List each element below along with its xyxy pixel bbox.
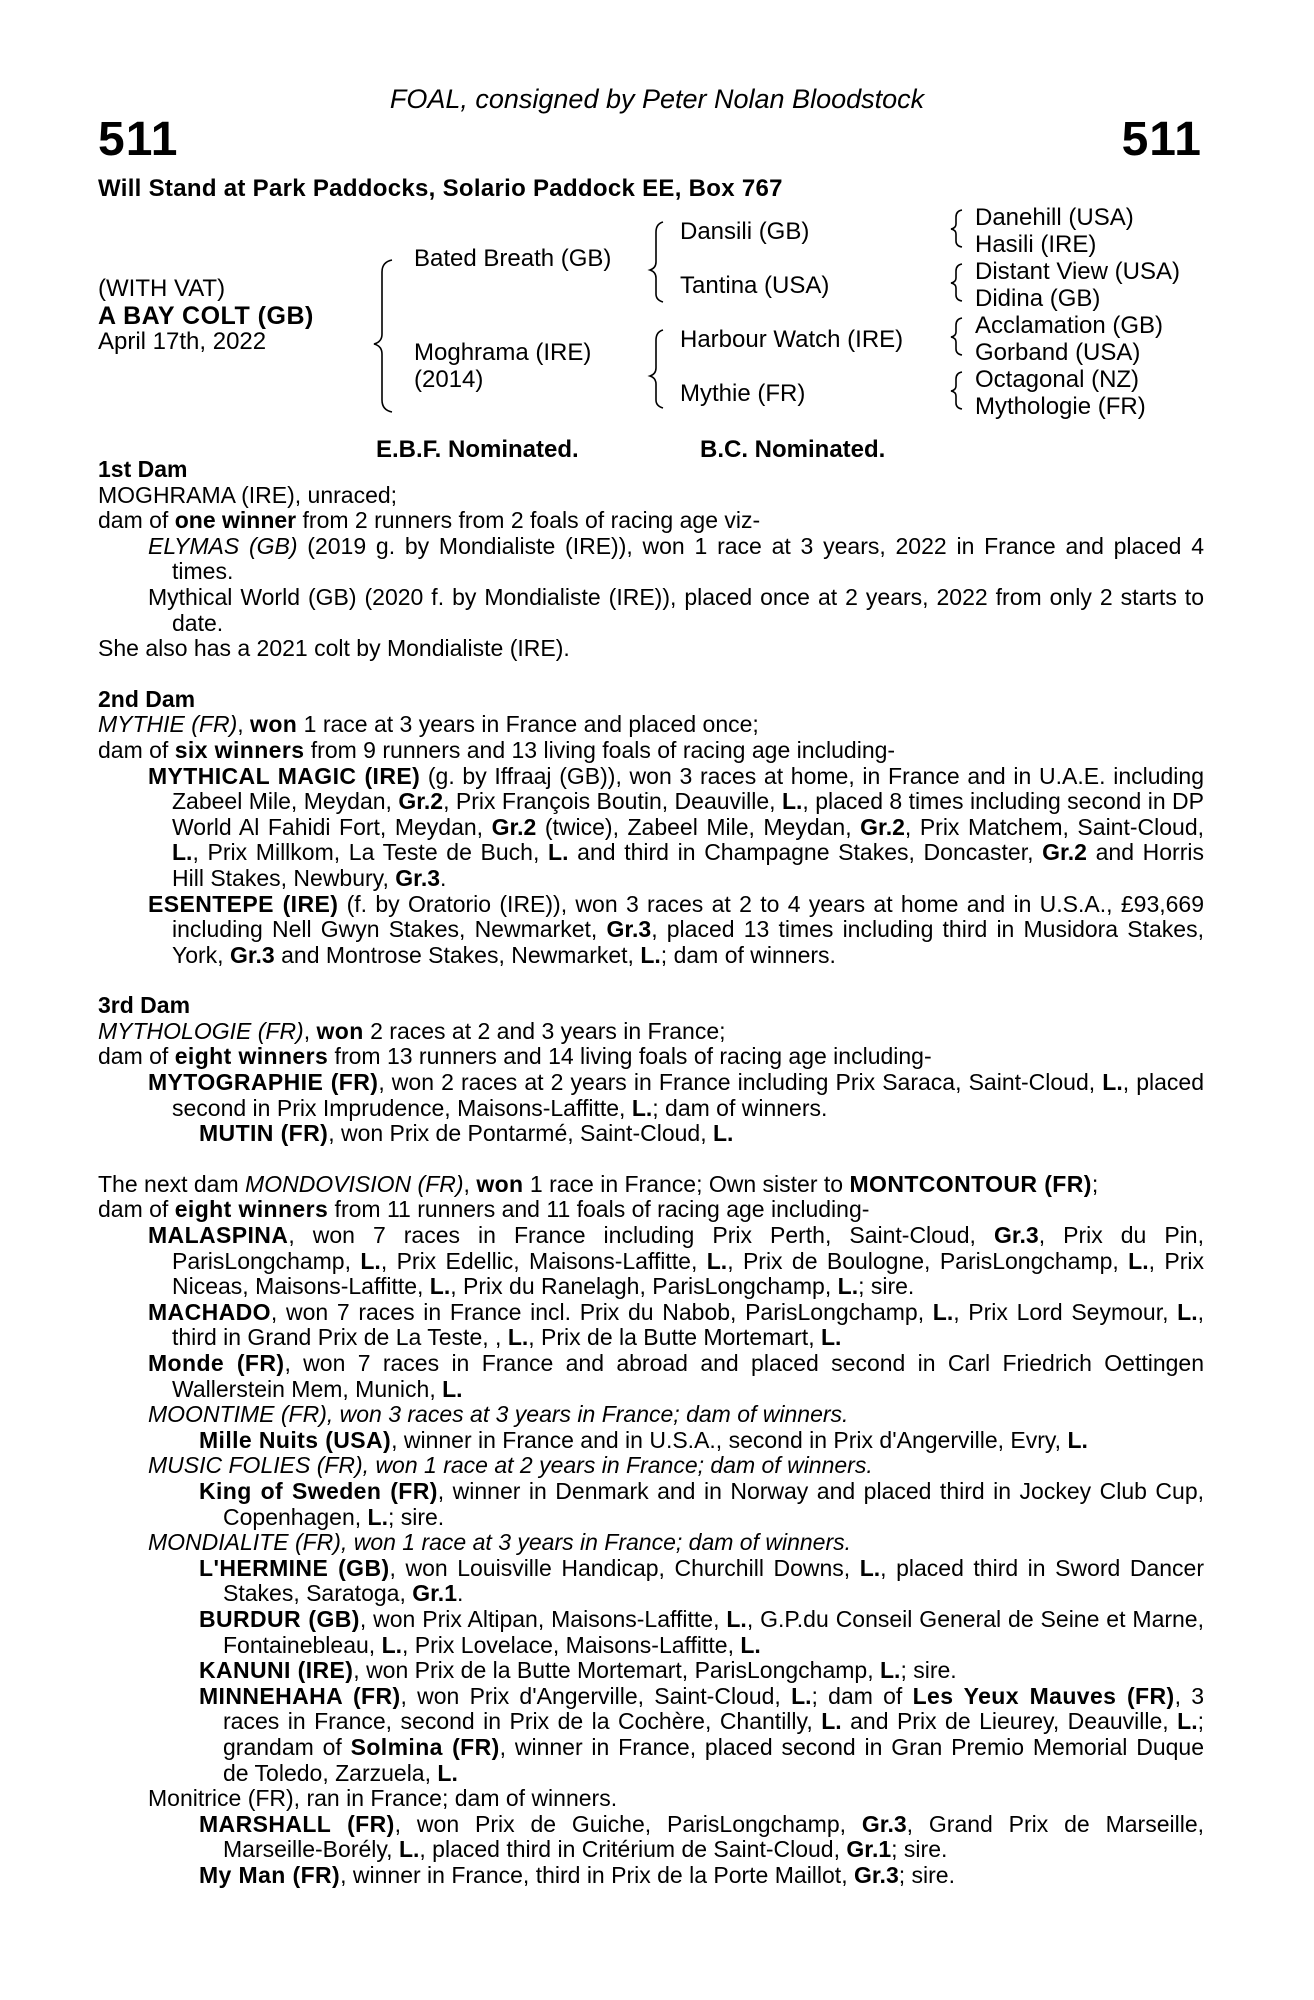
dam-year: (2014) [414, 366, 484, 393]
first-dam-heading: 1st Dam [98, 456, 188, 482]
lot-number-right: 511 [1121, 113, 1202, 166]
produce-moontime: MOONTIME (FR), won 3 races at 3 years in France; dam of winners. [148, 1401, 849, 1428]
produce-mytographie: MYTOGRAPHIE (FR), won 2 races at 2 years in France including Prix Saraca, Saint-Cloud, L., placed second in Prix Imprudence, Maisons-Laffitte, L.; dam of winners. [148, 1069, 1204, 1121]
produce-burdur: BURDUR (GB), won Prix Altipan, Maisons-Laffitte, L., G.P.du Conseil General de Seine et Marne, Fontainebleau, L., Prix Lovelace, Maisons-Laffitte, L. [199, 1605, 1204, 1658]
bracket-g4 [951, 372, 962, 409]
pedigree-table [0, 0, 1314, 440]
lot-number-left: 511 [98, 113, 179, 166]
foaling-date: April 17th, 2022 [98, 328, 267, 355]
gg-6: Gorband (USA) [975, 339, 1141, 366]
dam-name: Moghrama (IRE) [414, 339, 592, 366]
produce-mythical-magic: MYTHICAL MAGIC (IRE) (g. by Iffraaj (GB)), won 3 races at home, in France and in U.A.E. including Zabeel Mile, Meydan, Gr.2, Prix François Boutin, Deauville, L., placed 8 times including second in DP World Al Fahidi Fort, Meydan, Gr.2 (twice), Zabeel Mile, Meydan, Gr.2, Prix Matchem, Saint-Cloud, L., Prix Millkom, La Teste de Buch, L. and third in Champagne Stakes, Doncaster, Gr.2 and Horris Hill Stakes, Newbury, Gr.3. [148, 762, 1204, 891]
produce-mondialite: MONDIALITE (FR), won 1 race at 3 years in France; dam of winners. [148, 1529, 852, 1556]
produce-monde: Monde (FR), won 7 races in France and abroad and placed second in Carl Friedrich Oettingen Wallerstein Mem, Munich, L. [148, 1350, 1204, 1402]
bc-nomination: B.C. Nominated. [700, 436, 886, 463]
produce-elymas: ELYMAS (GB) (2019 g. by Mondialiste (IRE)), won 1 race at 3 years, 2022 in France and placed 4 times. [148, 532, 1204, 585]
bracket-dam [650, 330, 663, 408]
bracket-g2 [951, 264, 962, 301]
produce-malaspina: MALASPINA, won 7 races in France including Prix Perth, Saint-Cloud, Gr.3, Prix du Pin, ParisLongchamp, L., Prix Edellic, Maisons-Laffitte, L., Prix de Boulogne, ParisLongchamp, L., Prix Niceas, Maisons-Laffitte, L., Prix du Ranelagh, ParisLongchamp, L.; sire. [148, 1222, 1204, 1300]
gg-7: Octagonal (NZ) [975, 366, 1140, 393]
second-dam-produce-line: dam of six winners from 9 runners and 13 living foals of racing age including- [98, 736, 896, 763]
produce-mutin: MUTIN (FR), won Prix de Pontarmé, Saint-Cloud, L. [199, 1120, 734, 1147]
produce-monitrice: Monitrice (FR), ran in France; dam of winners. [148, 1785, 618, 1812]
produce-mille-nuits: Mille Nuits (USA), winner in France and in U.S.A., second in Prix d'Angerville, Evry, L. [199, 1426, 1088, 1453]
produce-king-of-sweden: King of Sweden (FR), winner in Denmark and in Norway and placed third in Jockey Club Cup, Copenhagen, L.; sire. [199, 1477, 1205, 1530]
stand-location: Will Stand at Park Paddocks, Solario Paddock EE, Box 767 [98, 175, 783, 202]
bracket-g1 [951, 210, 962, 247]
gg-4: Didina (GB) [975, 285, 1101, 312]
gg-2: Hasili (IRE) [975, 231, 1097, 258]
next-dam-line: The next dam MONDOVISION (FR), won 1 race in France; Own sister to MONTCONTOUR (FR); [98, 1170, 1099, 1197]
sire-dam: Tantina (USA) [680, 272, 830, 299]
produce-my-man: My Man (FR), winner in France, third in Prix de la Porte Maillot, Gr.3; sire. [199, 1861, 955, 1888]
next-dam-produce-line: dam of eight winners from 11 runners and 11 foals of racing age including- [98, 1196, 870, 1223]
ebf-nomination: E.B.F. Nominated. [376, 436, 579, 463]
first-dam-line: MOGHRAMA (IRE), unraced; [98, 481, 398, 508]
produce-machado: MACHADO, won 7 races in France incl. Prix du Nabob, ParisLongchamp, L., Prix Lord Seymour, L., third in Grand Prix de La Teste, , L., Prix de la Butte Mortemart, L. [148, 1298, 1204, 1351]
vat-label: (WITH VAT) [98, 275, 226, 302]
produce-kanuni: KANUNI (IRE), won Prix de la Butte Mortemart, ParisLongchamp, L.; sire. [199, 1657, 957, 1684]
produce-esentepe: ESENTEPE (IRE) (f. by Oratorio (IRE)), won 3 races at 2 to 4 years at home and in U.S.A., £93,669 including Nell Gwyn Stakes, Newmarket, Gr.3, placed 13 times including third in Musidora Stakes, York, Gr.3 and Montrose Stakes, Newmarket, L.; dam of winners. [148, 890, 1204, 968]
bracket-main [374, 260, 392, 412]
produce-minnehaha: MINNEHAHA (FR), won Prix d'Angerville, Saint-Cloud, L.; dam of Les Yeux Mauves (FR), 3 races in France, second in Prix de la Cochère, Chantilly, L. and Prix de Lieurey, Deauville, L.; grandam of Solmina (FR), winner in France, placed second in Gran Premio Memorial Duque de Toledo, Zarzuela, L. [199, 1682, 1204, 1786]
gg-8: Mythologie (FR) [975, 393, 1146, 420]
produce-music-folies: MUSIC FOLIES (FR), won 1 race at 2 years in France; dam of winners. [148, 1452, 873, 1479]
sire-sire: Dansili (GB) [680, 218, 810, 245]
produce-lhermine: L'HERMINE (GB), won Louisville Handicap, Churchill Downs, L., placed third in Sword Dancer Stakes, Saratoga, Gr.1. [199, 1554, 1204, 1607]
produce-record [98, 457, 1204, 1888]
gg-5: Acclamation (GB) [975, 312, 1164, 339]
first-dam-note: She also has a 2021 colt by Mondialiste (IRE). [98, 635, 570, 662]
second-dam-line: MYTHIE (FR), won 1 race at 3 years in France and placed once; [98, 711, 759, 738]
third-dam-heading: 3rd Dam [98, 992, 191, 1019]
bracket-g3 [951, 318, 962, 355]
first-dam-produce-line: dam of one winner from 2 runners from 2 foals of racing age viz- [98, 507, 761, 534]
third-dam-produce-line: dam of eight winners from 13 runners and 14 living foals of racing age including- [98, 1043, 932, 1070]
consignment-line: FOAL, consigned by Peter Nolan Bloodstock [389, 84, 925, 114]
gg-3: Distant View (USA) [975, 258, 1180, 285]
horse-name: A BAY COLT (GB) [98, 302, 314, 330]
sire-name: Bated Breath (GB) [414, 245, 612, 272]
dam-dam: Mythie (FR) [680, 380, 806, 407]
bracket-sire [650, 222, 663, 302]
dam-sire: Harbour Watch (IRE) [680, 326, 904, 353]
second-dam-heading: 2nd Dam [98, 685, 196, 712]
produce-mythical-world: Mythical World (GB) (2020 f. by Mondialiste (IRE)), placed once at 2 years, 2022 from only 2 starts to date. [148, 583, 1204, 636]
produce-marshall: MARSHALL (FR), won Prix de Guiche, ParisLongchamp, Gr.3, Grand Prix de Marseille, Marseille-Borély, L., placed third in Critérium de Saint-Cloud, Gr.1; sire. [199, 1810, 1205, 1863]
gg-1: Danehill (USA) [975, 204, 1134, 231]
third-dam-line: MYTHOLOGIE (FR), won 2 races at 2 and 3 years in France; [98, 1017, 726, 1044]
